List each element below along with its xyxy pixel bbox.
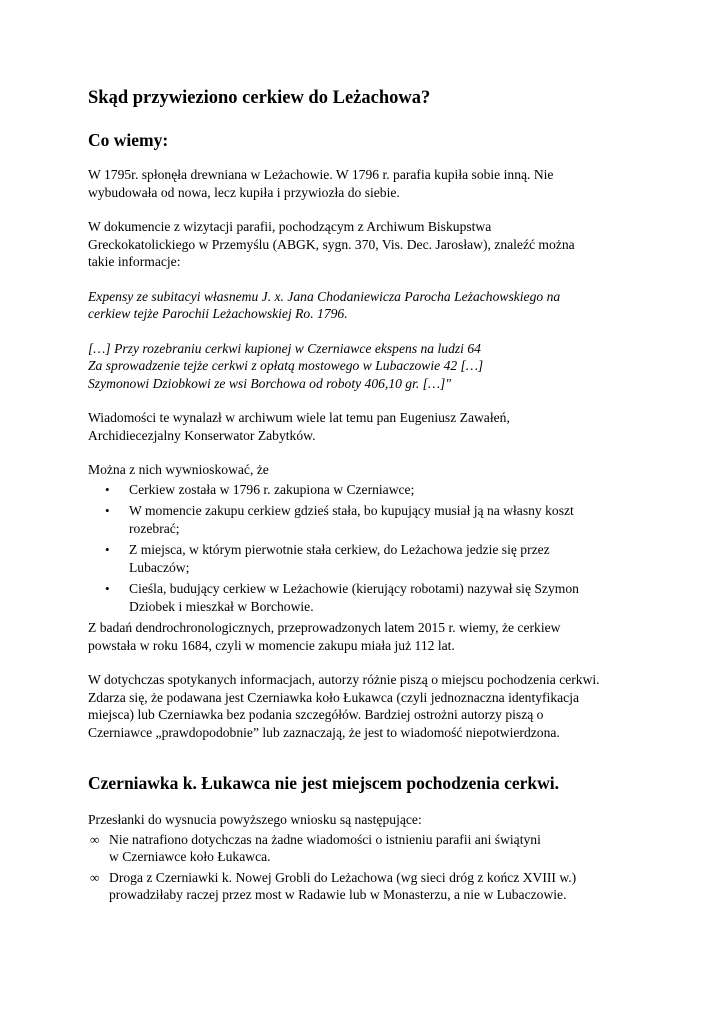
text-line: Dziobek i mieszkał w Borchowie. — [129, 598, 314, 614]
text-line: W dotychczas spotykanych informacjach, autorzy różnie piszą o miejscu pochodzenia cerkwi. — [88, 672, 600, 687]
text-line: takie informacje: — [88, 254, 181, 269]
quote-expenses-heading — [88, 288, 648, 323]
text-line: wybudowała od nowa, lecz kupiła i przywiozła do siebie. — [88, 184, 400, 200]
text-line: W momencie zakupu cerkiew gdzieś stała, bo kupujący musiał ją na własny koszt — [129, 503, 574, 518]
bullet-icon: • — [105, 581, 110, 596]
bullet-icon: • — [105, 503, 110, 518]
bullet-icon: • — [105, 542, 110, 557]
paragraph-discovery — [88, 409, 648, 444]
list-item — [88, 831, 648, 866]
text-line: Za sprowadzenie tejże cerkwi z opłatą mostowego w Lubaczowie 42 […] — [88, 358, 484, 373]
paragraph-document-source — [88, 218, 648, 271]
text-line: Nie natrafiono dotychczas na żadne wiadomości o istnieniu parafii ani świątyni — [109, 831, 541, 847]
list-item — [88, 481, 648, 499]
text-line: Czerniawce „prawdopodobnie” lub zaznaczają, że jest to wiadomość niepotwierdzona. — [88, 724, 560, 740]
text-line: Wiadomości te wynalazł w archiwum wiele lat temu pan Eugeniusz Zawałeń, — [88, 410, 510, 425]
text-line: Cieśla, budujący cerkiew w Leżachowie (kierujący robotami) nazywał się Szymon — [129, 581, 579, 596]
section-heading-co-wiemy: Co wiemy: — [88, 130, 169, 150]
text-line: Expensy ze subitacyi własnemu J. x. Jana Chodaniewicza Parocha Leżachowskiego na — [88, 288, 561, 304]
text-line: Cerkiew została w 1796 r. zakupiona w Czerniawce; — [129, 481, 415, 497]
text-line: miejsca) lub Czerniawka bez podania szczegółów. Bardziej ostrożni autorzy piszą o — [88, 707, 544, 722]
conclusions-list — [88, 481, 648, 616]
text-line: Można z nich wywnioskować, że — [88, 462, 269, 477]
text-line: Greckokatolickiego w Przemyślu (ABGK, sygn. 370, Vis. Dec. Jarosław), znaleźć można — [88, 236, 575, 252]
text-line: Zdarza się, że podawana jest Czerniawka koło Łukawca (czyli jednoznaczna identyfikacja — [88, 689, 580, 705]
text-line: prowadziłaby raczej przez most w Radawie lub w Monasterzu, a nie w Lubaczowie. — [109, 887, 567, 902]
bullet-icon: • — [105, 481, 110, 497]
text-line: Z badań dendrochronologicznych, przeprowadzonych latem 2015 r. wiemy, że cerkiew — [88, 620, 561, 635]
text-line: powstała w roku 1684, czyli w momencie zakupu miała już 112 lat. — [88, 637, 455, 653]
document-title: Skąd przywieziono cerkiew do Leżachowa? — [88, 88, 431, 108]
document-page — [88, 86, 648, 907]
paragraph-fire — [88, 166, 648, 201]
list-item — [88, 502, 648, 537]
paragraph-authors — [88, 671, 648, 741]
text-line: Z miejsca, w którym pierwotnie stała cerkiew, do Leżachowa jedzie się przez — [129, 542, 550, 557]
paragraph-premises-intro — [88, 811, 648, 829]
text-line: W dokumencie z wizytacji parafii, pochodzącym z Archiwum Biskupstwa — [88, 219, 492, 234]
text-line: rozebrać; — [129, 520, 180, 536]
text-line: w Czerniawce koło Łukawca. — [109, 849, 271, 864]
text-line: Archidiecezjalny Konserwator Zabytków. — [88, 427, 316, 443]
text-line: W 1795r. spłonęła drewniana w Leżachowie. W 1796 r. parafia kupiła sobie inną. Nie — [88, 167, 554, 182]
paragraph-conclusions-intro — [88, 461, 648, 479]
list-item — [88, 580, 648, 615]
paragraph-dendrochronology — [88, 619, 648, 654]
text-line: cerkiew tejże Parochii Leżachowskiej Ro. 1796. — [88, 306, 348, 321]
quote-expenses-items — [88, 340, 648, 393]
premises-list — [88, 831, 648, 904]
text-line: Szymonowi Dziobkowi ze wsi Borchowa od roboty 406,10 gr. […]" — [88, 375, 452, 391]
infinity-bullet-icon: ∞ — [90, 869, 100, 885]
text-line: […] Przy rozebraniu cerkwi kupionej w Czerniawce ekspens na ludzi 64 — [88, 340, 481, 356]
text-line: Przesłanki do wysnucia powyższego wniosku są następujące: — [88, 812, 422, 827]
text-line: Droga z Czerniawki k. Nowej Grobli do Leżachowa (wg sieci dróg z kończ XVIII w.) — [109, 869, 577, 885]
list-item — [88, 541, 648, 576]
list-item — [88, 869, 648, 904]
text-line: Lubaczów; — [129, 559, 190, 575]
infinity-bullet-icon: ∞ — [90, 831, 100, 847]
section-heading-czerniawka: Czerniawka k. Łukawca nie jest miejscem pochodzenia cerkwi. — [88, 773, 559, 793]
